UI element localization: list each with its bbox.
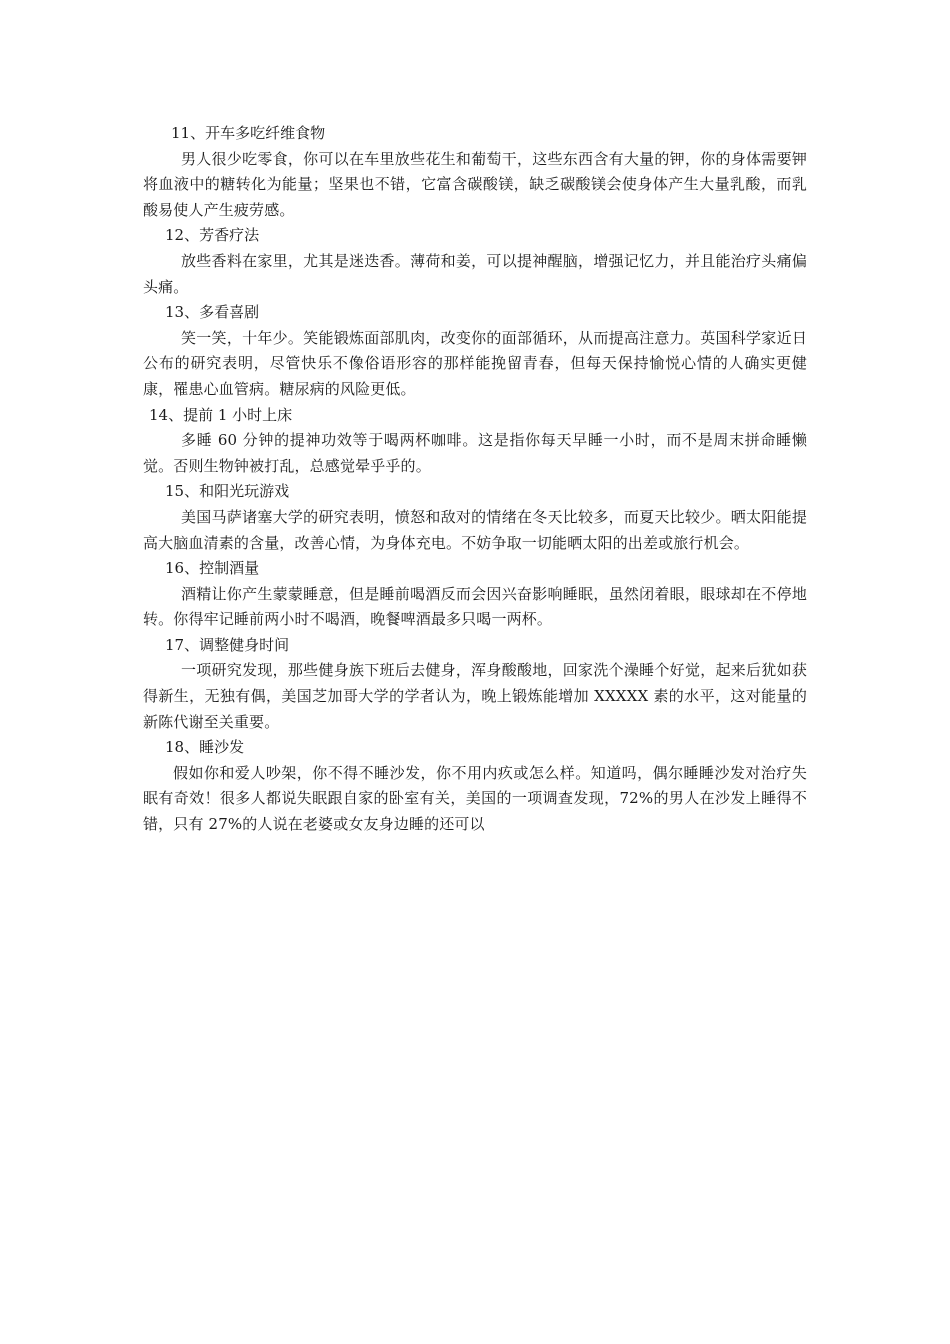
section-heading-14: 14、提前 1 小时上床 xyxy=(149,405,293,424)
section-heading-11: 11、开车多吃纤维食物 xyxy=(171,124,326,142)
section-heading-18: 18、睡沙发 xyxy=(165,738,245,757)
section-body-11: 男人很少吃零食，你可以在车里放些花生和葡萄干，这些东西含有大量的钾，你的身体需要钾将血液中的糖转化为能量；坚果也不错，它富含碳酸镁，缺乏碳酸镁会使身体产生大量乳酸，而乳酸易使人产生疲劳感。 xyxy=(143,149,807,219)
section-heading-16: 16、控制酒量 xyxy=(165,559,260,578)
document-body xyxy=(143,121,807,838)
section-body-12: 放些香料在家里，尤其是迷迭香。薄荷和姜，可以提神醒脑，增强记忆力，并且能治疗头痛偏头痛。 xyxy=(143,251,807,296)
section-body-14: 多睡 60 分钟的提神功效等于喝两杯咖啡。这是指你每天早睡一小时，而不是周末拼命睡懒觉。否则生物钟被打乱，总感觉晕乎乎的。 xyxy=(143,431,807,475)
section-heading-12: 12、芳香疗法 xyxy=(165,226,260,245)
section-body-13: 笑一笑，十年少。笑能锻炼面部肌肉，改变你的面部循环，从而提高注意力。英国科学家近日公布的研究表明，尽管快乐不像俗语形容的那样能挽留青春，但每天保持愉悦心情的人确实更健康，罹患心血管病。糖尿病的风险更低。 xyxy=(143,328,807,398)
section-body-16: 酒精让你产生蒙蒙睡意，但是睡前喝酒反而会因兴奋影响睡眠，虽然闭着眼，眼球却在不停地转。你得牢记睡前两小时不喝酒，晚餐啤酒最多只喝一两杯。 xyxy=(143,584,807,629)
section-heading-17: 17、调整健身时间 xyxy=(165,635,290,654)
section-heading-15: 15、和阳光玩游戏 xyxy=(165,482,290,501)
section-body-17: 一项研究发现，那些健身族下班后去健身，浑身酸酸地，回家洗个澡睡个好觉，起来后犹如获得新生，无独有偶，美国芝加哥大学的学者认为，晚上锻炼能增加 XXXXX 素的水平，这对能量的新陈代谢至关重要。 xyxy=(143,661,807,731)
section-body-18: 假如你和爱人吵架，你不得不睡沙发，你不用内疚或怎么样。知道吗，偶尔睡睡沙发对治疗失眠有奇效！很多人都说失眠跟自家的卧室有关，美国的一项调查发现，72%的男人在沙发上睡得不错，只有 27%的人说在老婆或女友身边睡的还可以 xyxy=(143,763,807,834)
section-heading-13: 13、多看喜剧 xyxy=(165,303,260,322)
section-body-15: 美国马萨诸塞大学的研究表明，愤怒和敌对的情绪在冬天比较多，而夏天比较少。晒太阳能提高大脑血清素的含量，改善心情，为身体充电。不妨争取一切能晒太阳的出差或旅行机会。 xyxy=(143,507,807,552)
